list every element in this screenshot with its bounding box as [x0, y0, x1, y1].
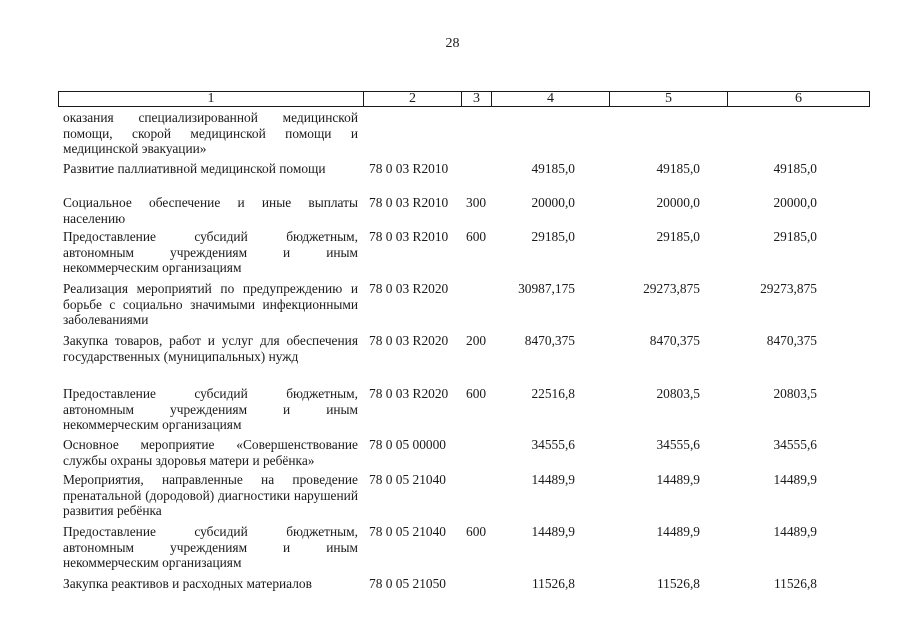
- row-value-col6: 20803,5: [773, 386, 817, 401]
- row-name: Реализация мероприятий по предупреждению и борьбе с социально значимыми инфекционными заболеваниями: [63, 281, 358, 327]
- row-name: Закупка товаров, работ и услуг для обеспечения государственных (муниципальных) нужд: [63, 333, 358, 364]
- row-name: Мероприятия, направленные на проведение пренатальной (дородовой) диагностики нарушений развития ребёнка: [63, 472, 358, 518]
- row-value-col6: 49185,0: [773, 161, 817, 176]
- row-code: 78 0 05 21040: [369, 524, 446, 539]
- row-value-col6: 20000,0: [773, 195, 817, 210]
- row-value-col4: 30987,175: [518, 281, 575, 296]
- row-value-col6: 11526,8: [773, 576, 817, 591]
- row-value-col4: 49185,0: [531, 161, 575, 176]
- row-name: Предоставление субсидий бюджетным, автономным учреждениям и иным некоммерческим организациям: [63, 524, 358, 570]
- row-value-col5: 8470,375: [649, 333, 700, 348]
- row-value-col5: 20000,0: [656, 195, 700, 210]
- row-code: 78 0 03 R2020: [369, 281, 449, 296]
- row-expense-type: 200: [466, 333, 487, 348]
- row-name: оказания специализированной медицинской помощи, скорой медицинской помощи и медицинской эвакуации»: [63, 110, 358, 156]
- row-value-col5: 11526,8: [656, 576, 700, 591]
- table-header: [58, 91, 870, 107]
- row-code: 78 0 03 R2020: [369, 333, 449, 348]
- row-value-col4: 34555,6: [531, 437, 575, 452]
- row-value-col5: 49185,0: [656, 161, 700, 176]
- row-value-col5: 29185,0: [656, 229, 700, 244]
- row-value-col4: 8470,375: [524, 333, 575, 348]
- header-col-6: 6: [727, 92, 869, 106]
- row-value-col4: 29185,0: [531, 229, 575, 244]
- row-name: Предоставление субсидий бюджетным, автономным учреждениям и иным некоммерческим организациям: [63, 386, 358, 432]
- row-value-col4: 20000,0: [531, 195, 575, 210]
- row-value-col5: 14489,9: [656, 524, 700, 539]
- row-value-col4: 22516,8: [531, 386, 575, 401]
- row-code: 78 0 05 21050: [369, 576, 446, 591]
- row-code: 78 0 03 R2020: [369, 386, 449, 401]
- row-expense-type: 600: [466, 229, 487, 244]
- row-value-col6: 14489,9: [773, 472, 817, 487]
- row-value-col5: 34555,6: [656, 437, 700, 452]
- row-name: Предоставление субсидий бюджетным, автономным учреждениям и иным некоммерческим организациям: [63, 229, 358, 275]
- row-value-col4: 14489,9: [531, 524, 575, 539]
- row-code: 78 0 03 R2010: [369, 195, 449, 210]
- row-code: 78 0 05 00000: [369, 437, 446, 452]
- row-value-col4: 14489,9: [531, 472, 575, 487]
- row-value-col6: 29273,875: [760, 281, 817, 296]
- page-number: 28: [445, 36, 460, 51]
- row-name: Закупка реактивов и расходных материалов: [63, 576, 312, 591]
- row-value-col6: 29185,0: [773, 229, 817, 244]
- row-value-col6: 8470,375: [766, 333, 817, 348]
- row-name: Развитие паллиативной медицинской помощи: [63, 161, 326, 176]
- row-expense-type: 300: [466, 195, 487, 210]
- row-value-col5: 14489,9: [656, 472, 700, 487]
- header-col-3: 3: [461, 92, 491, 106]
- header-col-4: 4: [491, 92, 609, 106]
- row-expense-type: 600: [466, 386, 487, 401]
- row-code: 78 0 03 R2010: [369, 229, 449, 244]
- row-value-col5: 20803,5: [656, 386, 700, 401]
- row-name: Основное мероприятие «Совершенствование службы охраны здоровья матери и ребёнка»: [63, 437, 358, 468]
- header-col-2: 2: [363, 92, 461, 106]
- header-col-5: 5: [609, 92, 727, 106]
- row-code: 78 0 03 R2010: [369, 161, 449, 176]
- row-value-col4: 11526,8: [531, 576, 575, 591]
- row-name: Социальное обеспечение и иные выплаты населению: [63, 195, 358, 226]
- header-col-1: 1: [207, 91, 215, 106]
- row-value-col5: 29273,875: [643, 281, 700, 296]
- row-code: 78 0 05 21040: [369, 472, 446, 487]
- row-value-col6: 14489,9: [773, 524, 817, 539]
- row-expense-type: 600: [466, 524, 487, 539]
- row-value-col6: 34555,6: [773, 437, 817, 452]
